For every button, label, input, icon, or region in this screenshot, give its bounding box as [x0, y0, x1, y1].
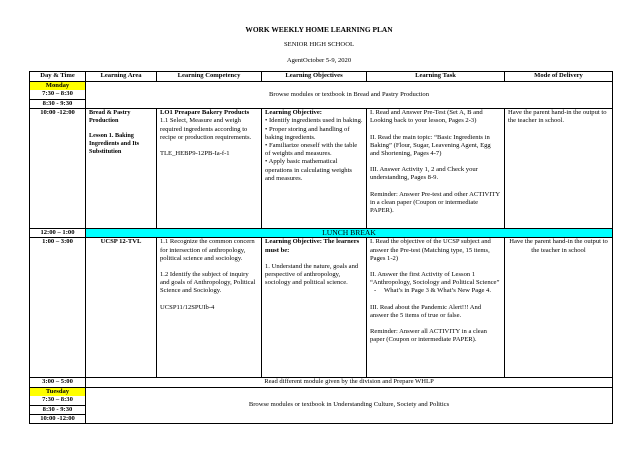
time-label: 7:30 – 8:30	[42, 395, 73, 403]
time-label: 10:00 -12:00	[30, 109, 86, 229]
col-learning-task: Learning Task	[367, 72, 505, 82]
task-cell	[367, 238, 505, 378]
school-name: SENIOR HIGH SCHOOL	[284, 41, 354, 48]
competency-cell	[157, 238, 262, 378]
competency-code: TLE_HEBP9-12PB-Ia-f-1	[160, 150, 230, 158]
browse-note: Browse modules or textbook in Understanding Culture, Society and Politics	[86, 387, 613, 423]
task-subitem-text: What’s in Page 3 & What’s New Page 4.	[384, 287, 492, 295]
mode-cell: Have the parent hand-in the output to the teacher in school	[505, 238, 613, 378]
area-lesson: Lesson 1. Baking Ingredients and Its Substitution	[89, 132, 140, 155]
lunch-break-banner: LUNCH BREAK	[86, 229, 613, 238]
task-item: III. Answer Activity 1, 2 and Check your understanding, Pages 8-9.	[370, 166, 478, 182]
browse-note: Browse modules or textbook in Bread and Pastry Production	[86, 82, 613, 109]
learning-area-cell	[86, 109, 157, 229]
col-learning-objectives: Learning Objectives	[262, 72, 367, 82]
plan-date: AgentOctober 5-9, 2020	[286, 57, 352, 64]
objective-heading: Learning Objective: The learners must be:	[265, 238, 360, 254]
table-row	[30, 229, 613, 238]
competency-code: UCSP11/12SPUIb-4	[160, 303, 215, 311]
task-item: I. Read and Answer Pre-Test (Set A, B and Looking back to your lesson, Pages 2-3)	[370, 109, 483, 125]
competency-lo: LO1 Preapare Bakery Products	[160, 109, 250, 117]
task-item: II. Read the main topic: “Basic Ingredients in Baking” (Flour, Sugar, Leavening Agent, Egg and Shortening, Pages 4-7)	[370, 133, 491, 158]
objective-item: • Familiarize oneself with the table of weights and measures.	[265, 142, 358, 158]
objective-item: • Apply basic mathematical operations in calculating weights and measures.	[265, 158, 352, 182]
task-subitem: - What’s in Page 3 & What’s New Page 4.	[374, 287, 492, 295]
task-reminder: Reminder: Answer Pre-test and other ACTIVITY in a clean paper (Coupon or intermediate PAPER).	[370, 190, 500, 215]
task-item: II. Answer the first Activity of Lesson 1 “Anthropology, Sociology and Political Science”	[370, 271, 500, 287]
time-label: 10:00 -12:00	[30, 414, 86, 423]
area-title: Bread & Pastry Production	[89, 109, 131, 124]
objectives-cell	[262, 238, 367, 378]
plan-title: WORK WEEKLY HOME LEARNING PLAN	[245, 25, 393, 34]
task-reminder: Reminder: Answer all ACTIVITY in a clean paper (Coupon or intermediate PAPER).	[370, 328, 487, 344]
mode-cell: Have the parent hand-in the output to the teacher in school.	[505, 109, 613, 229]
col-learning-competency: Learning Competency	[157, 72, 262, 82]
objectives-cell	[262, 109, 367, 229]
read-module-note: Read different module given by the division and Prepare WHLP	[86, 378, 613, 387]
task-item: I. Read the objective of the UCSP subject and answer the Pre-test (Matching type, 15 items, Pages 1-2)	[370, 238, 491, 262]
time-label: 12:00 – 1:00	[30, 229, 86, 238]
table-header-row	[30, 72, 613, 82]
learning-plan-table	[29, 71, 613, 424]
col-learning-area: Learning Area	[86, 72, 157, 82]
competency-text: 1.2 Identify the subject of inquiry and goals of Anthropology, Political Science and Sociology.	[160, 271, 256, 295]
table-row	[30, 238, 613, 378]
col-day-time: Day & Time	[30, 72, 86, 82]
day-monday: Monday	[30, 82, 85, 90]
time-label: 8:30 - 9:30	[30, 405, 86, 414]
task-cell	[367, 109, 505, 229]
objective-item: • Proper storing and handling of baking ingredients.	[265, 125, 350, 141]
day-tuesday: Tuesday	[30, 388, 85, 396]
time-label: 3:00 – 5:00	[30, 378, 86, 387]
time-cell	[30, 387, 86, 405]
task-item: III. Read about the Pandemic Alert!!! And answer the 5 items of true or false.	[370, 303, 482, 319]
time-cell	[30, 82, 86, 100]
objective-item: 1. Understand the nature, goals and perspective of anthropology, sociology and political science.	[265, 262, 359, 287]
table-row	[30, 82, 613, 100]
time-label: 1:00 – 3:00	[30, 238, 86, 378]
objective-item: • Identify ingredients used in baking.	[265, 117, 363, 125]
time-label: 8:30 - 9:30	[30, 100, 86, 109]
col-mode-of-delivery: Mode of Delivery	[505, 72, 613, 82]
table-row	[30, 387, 613, 405]
table-row	[30, 109, 613, 229]
objective-heading: Learning Objective:	[265, 109, 322, 117]
time-label: 7:30 – 8:30	[42, 90, 73, 98]
competency-cell	[157, 109, 262, 229]
competency-text: 1.1 Recognize the common concern for intersection of anthropology, political science and sociology.	[160, 238, 255, 262]
competency-text: 1.1 Select, Measure and weigh required ingredients according to recipe or production requirements.	[160, 117, 252, 141]
table-row	[30, 378, 613, 387]
learning-area-cell: UCSP 12-TVL	[86, 238, 157, 378]
